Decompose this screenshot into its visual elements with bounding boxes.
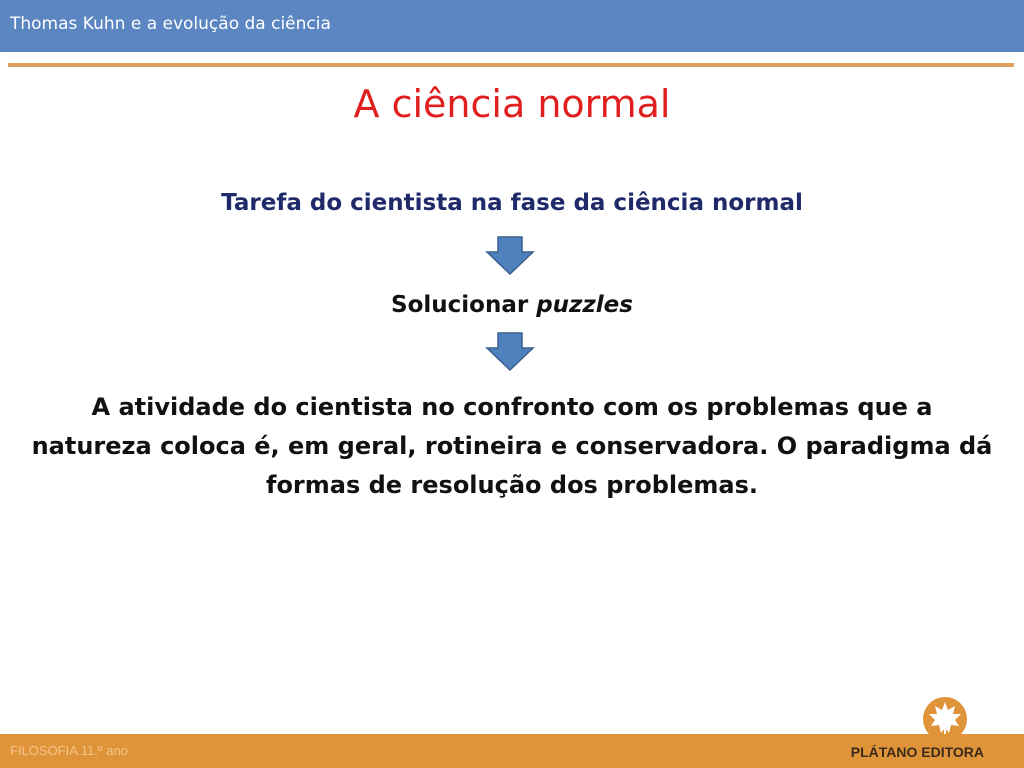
- solve-text: Solucionar: [391, 292, 537, 318]
- down-arrow-icon: [485, 332, 535, 372]
- slide-title: A ciência normal: [353, 82, 671, 126]
- footer-course-label: FILOSOFIA 11.º ano: [10, 743, 128, 758]
- solve-line: [0, 292, 1024, 318]
- footer-publisher: PLÁTANO EDITORA: [850, 744, 984, 760]
- footer-bar: [0, 734, 1024, 768]
- header-title: Thomas Kuhn e a evolução da ciência: [10, 14, 331, 34]
- solve-italic-term: puzzles: [536, 292, 633, 318]
- header-bar: [0, 0, 1024, 52]
- task-line: Tarefa do cientista na fase da ciência normal: [221, 190, 803, 216]
- down-arrow-icon: [485, 236, 535, 276]
- body-paragraph: A atividade do cientista no confronto com os problemas que a natureza coloca é, em geral, rotineira e conservadora. O paradigma dá formas de resolução dos problemas.: [31, 393, 993, 499]
- header-divider: [8, 63, 1014, 67]
